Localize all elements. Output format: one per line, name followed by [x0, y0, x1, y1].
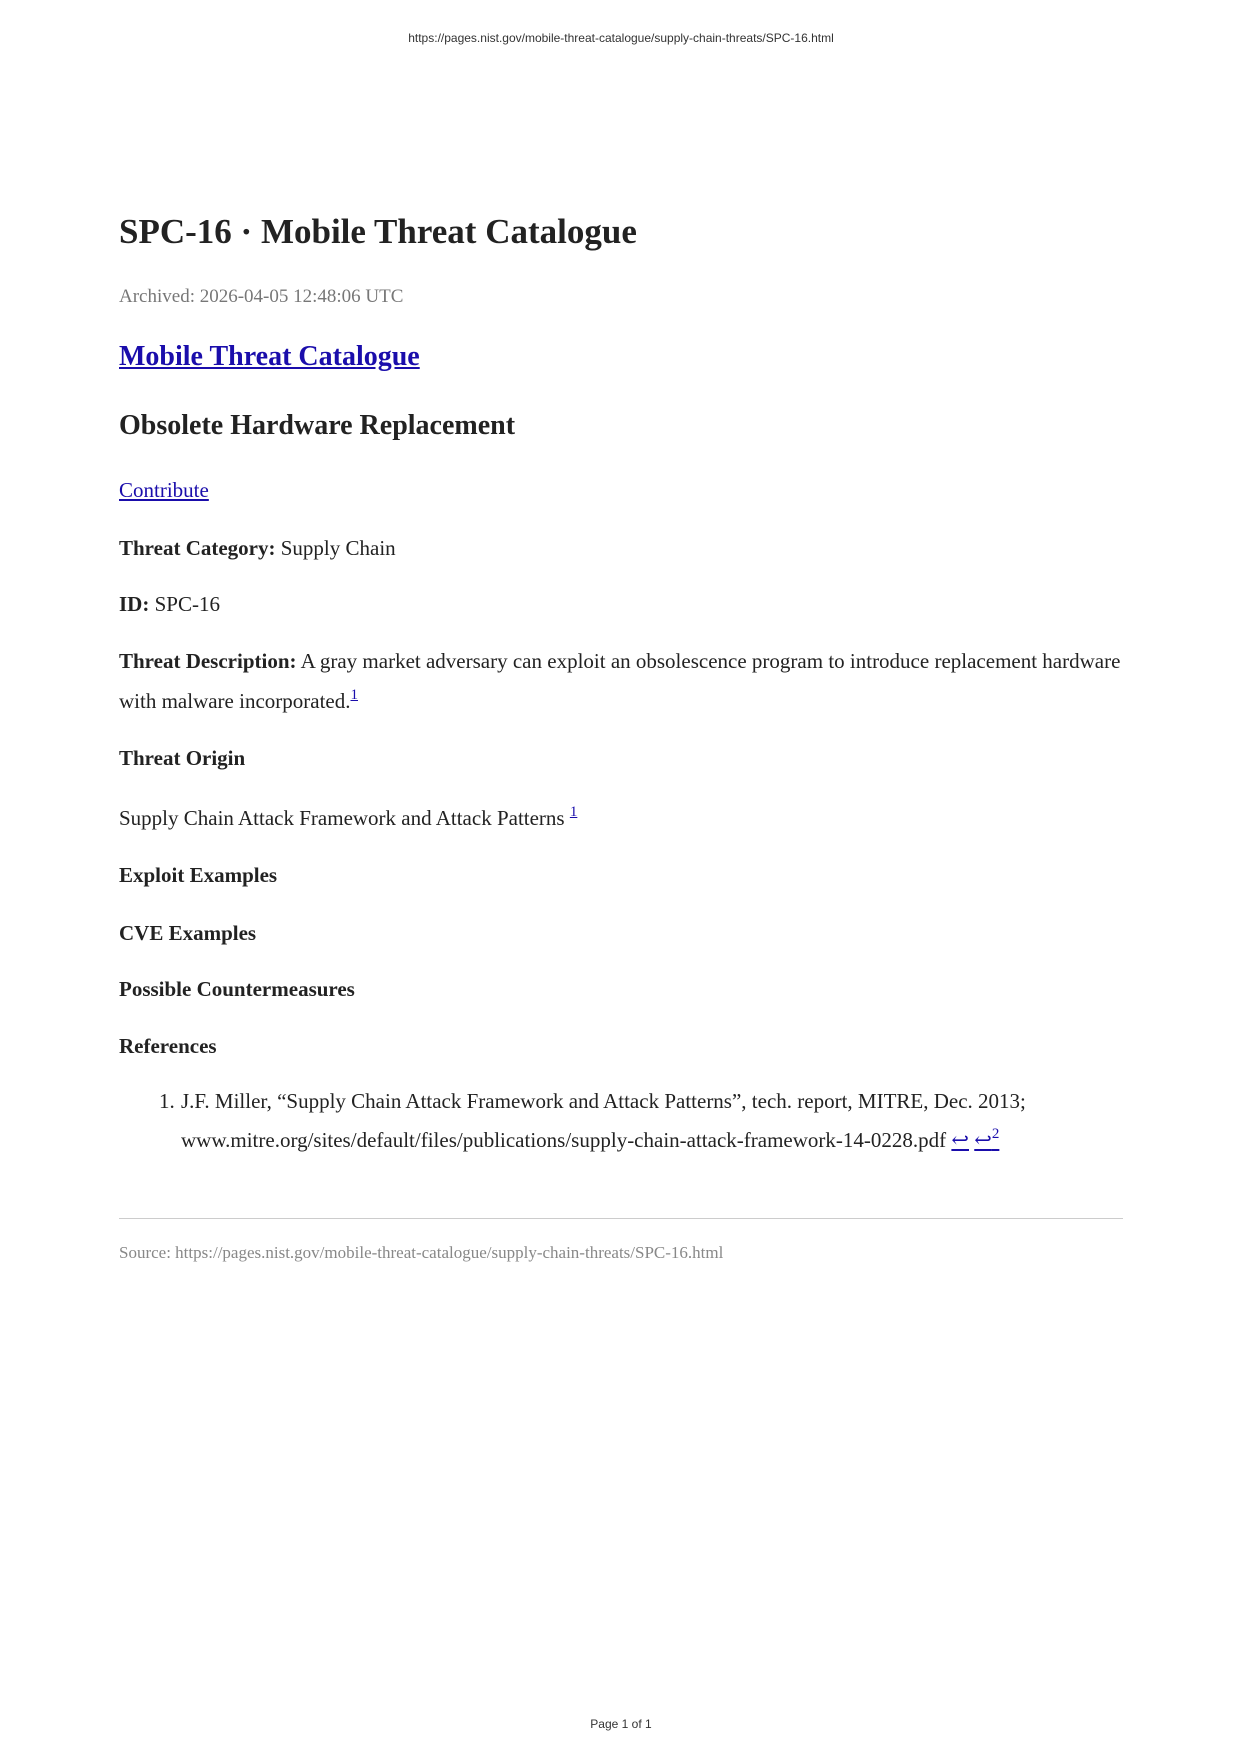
source-url: Source: https://pages.nist.gov/mobile-threat-catalogue/supply-chain-threats/SPC-16.html — [119, 1243, 724, 1262]
reference-backlink-2[interactable] — [974, 1128, 999, 1152]
origin-footnote — [570, 804, 578, 820]
page-number: Page 1 of 1 — [590, 1717, 652, 1731]
reference-backlink-2-sup: 2 — [991, 1126, 1000, 1142]
origin-footnote-link[interactable]: 1 — [569, 804, 578, 820]
threat-description-value: A gray market adversary can exploit an obsolescence program to introduce replacement hardware with malware incorporated. — [119, 649, 1121, 713]
threat-id — [119, 584, 1124, 624]
threat-description-label: Threat Description: — [119, 649, 297, 673]
threat-category-value: Supply Chain — [275, 536, 396, 560]
archived-timestamp: Archived: 2026-04-05 12:48:06 UTC — [119, 286, 404, 307]
threat-origin-heading: Threat Origin — [119, 746, 246, 770]
threat-id-label: ID: — [119, 592, 150, 616]
references-list — [159, 1082, 1124, 1160]
reference-number: 1. — [159, 1089, 175, 1113]
threat-category — [119, 528, 1124, 568]
threat-category-label: Threat Category: — [119, 536, 276, 560]
reference-text: J.F. Miller, “Supply Chain Attack Framework and Attack Patterns”, tech. report, MITRE, Dec. 2013; www.mitre.org/sites/default/files/publications/supply-chain-attack-framework-14-0228.pdf — [181, 1089, 1026, 1152]
threat-description — [119, 641, 1124, 721]
cve-examples-heading: CVE Examples — [119, 921, 257, 945]
reference-item — [159, 1082, 1124, 1160]
description-footnote — [351, 687, 359, 703]
mobile-threat-catalogue-link[interactable]: Mobile Threat Catalogue — [119, 341, 420, 372]
print-header-url: https://pages.nist.gov/mobile-threat-catalogue/supply-chain-threats/SPC-16.html — [408, 31, 834, 45]
threat-id-value: SPC-16 — [149, 592, 220, 616]
description-footnote-link[interactable]: 1 — [350, 687, 358, 703]
footer-divider — [119, 1218, 1123, 1219]
reference-backlink-1[interactable]: ↩ — [951, 1128, 969, 1152]
threat-origin — [119, 798, 1124, 838]
threat-title: Obsolete Hardware Replacement — [119, 410, 516, 441]
page-title: SPC-16 · Mobile Threat Catalogue — [119, 212, 637, 251]
threat-origin-value: Supply Chain Attack Framework and Attack Patterns — [119, 806, 570, 830]
exploit-examples-heading: Exploit Examples — [119, 863, 278, 887]
countermeasures-heading: Possible Countermeasures — [119, 977, 355, 1001]
reference-body — [181, 1082, 1124, 1160]
contribute-link[interactable]: Contribute — [119, 478, 209, 502]
reference-backlink-2-arrow: ↩ — [974, 1128, 992, 1152]
references-heading: References — [119, 1034, 217, 1058]
